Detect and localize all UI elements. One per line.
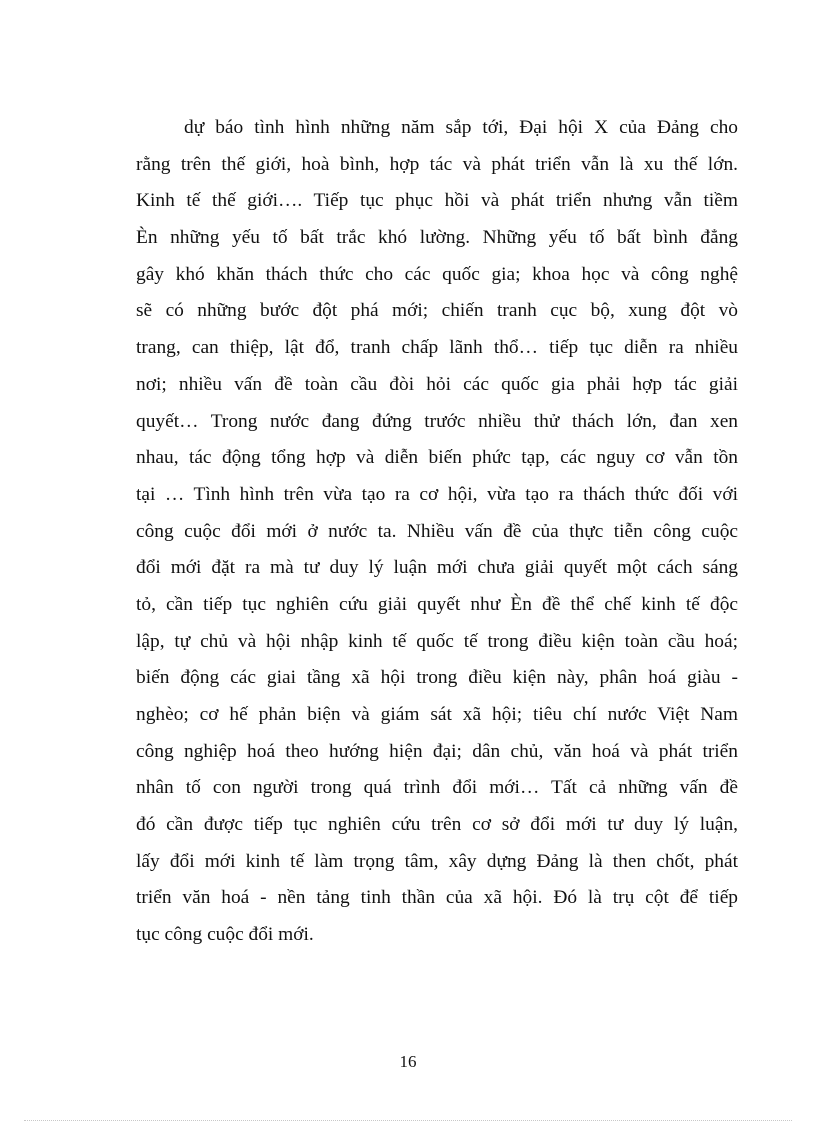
text-line: sẽ có những bước đột phá mới; chiến tranh cục bộ, xung đột vò	[136, 300, 738, 322]
body-paragraph	[136, 110, 738, 954]
text-line: tục công cuộc đổi mới.	[136, 924, 314, 946]
text-line: công nghiệp hoá theo hướng hiện đại; dân chủ, văn hoá và phát triển	[136, 740, 738, 762]
text-line: triển văn hoá - nền tảng tinh thần của xã hội. Đó là trụ cột để tiếp	[136, 887, 738, 909]
text-line: dự báo tình hình những năm sắp tới, Đại hội X của Đảng cho	[184, 117, 738, 138]
text-line: rằng trên thế giới, hoà bình, hợp tác và phát triển vẫn là xu thế lớn.	[136, 153, 738, 175]
text-line: tỏ, cần tiếp tục nghiên cứu giải quyết như Èn đề thể chế kinh tế độc	[136, 593, 738, 615]
text-line: lấy đổi mới kinh tế làm trọng tâm, xây dựng Đảng là then chốt, phát	[136, 850, 738, 872]
text-line: đó cần được tiếp tục nghiên cứu trên cơ sở đổi mới tư duy lý luận,	[136, 814, 738, 836]
text-line: đổi mới đặt ra mà tư duy lý luận mới chưa giải quyết một cách sáng	[136, 557, 738, 579]
text-line: lập, tự chủ và hội nhập kinh tế quốc tế trong điều kiện toàn cầu hoá;	[136, 630, 738, 652]
text-line: nơi; nhiều vấn đề toàn cầu đòi hỏi các quốc gia phải hợp tác giải	[136, 373, 738, 395]
text-line: quyết… Trong nước đang đứng trước nhiều thử thách lớn, đan xen	[136, 410, 738, 432]
page-number: 16	[399, 1052, 417, 1071]
text-line: nghèo; cơ hế phản biện và giám sát xã hội; tiêu chí nước Việt Nam	[136, 704, 738, 725]
text-line: biến động các giai tầng xã hội trong điều kiện này, phân hoá giàu -	[136, 667, 738, 689]
text-line: Kinh tế thế giới…. Tiếp tục phục hồi và phát triển nhưng vẫn tiềm	[136, 190, 738, 212]
text-line: công cuộc đổi mới ở nước ta. Nhiều vấn đề của thực tiễn công cuộc	[136, 520, 738, 542]
text-line: nhân tố con người trong quá trình đổi mới… Tất cả những vấn đề	[136, 777, 738, 799]
text-line: Èn những yếu tố bất trắc khó lường. Những yếu tố bất bình đẳng	[136, 227, 738, 249]
text-line: gây khó khăn thách thức cho các quốc gia; khoa học và công nghệ	[136, 263, 738, 285]
page-divider	[24, 1120, 792, 1121]
text-line: nhau, tác động tổng hợp và diễn biến phức tạp, các nguy cơ vẫn tồn	[136, 447, 738, 469]
text-line: trang, can thiệp, lật đổ, tranh chấp lãnh thổ… tiếp tục diễn ra nhiều	[136, 337, 738, 359]
text-line: tại … Tình hình trên vừa tạo ra cơ hội, vừa tạo ra thách thức đối với	[136, 483, 738, 505]
